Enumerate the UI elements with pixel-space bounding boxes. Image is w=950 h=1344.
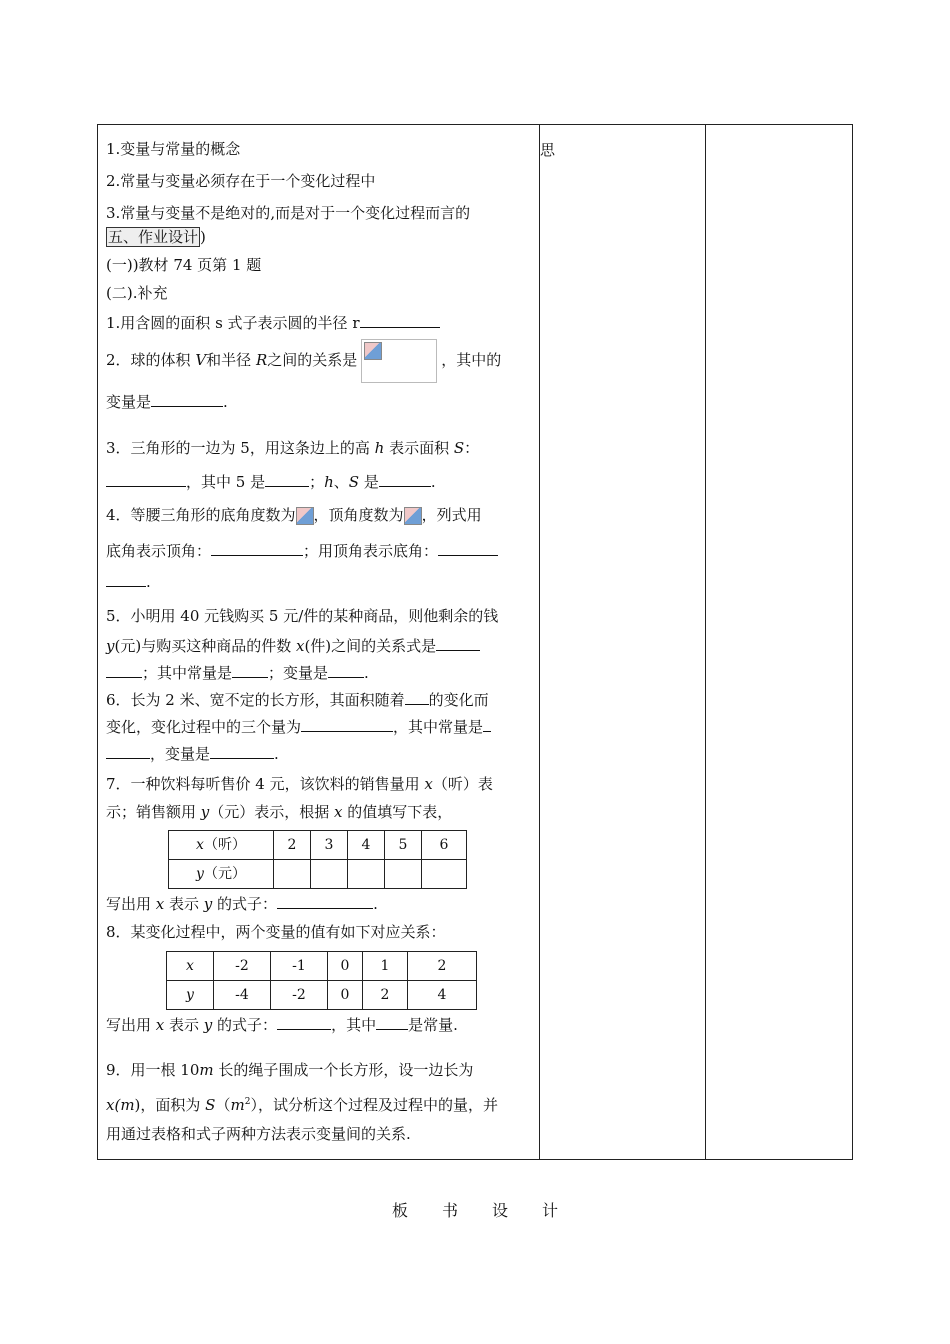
- summary-line: 2.常量与变量必须存在于一个变化过程中: [106, 172, 376, 190]
- table-cell: 2: [274, 831, 311, 860]
- question-3: 3．三角形的一边为 5，用这条边上的高 h 表示面积 S： ，其中 5 是 ；h、S 是 .: [106, 439, 480, 491]
- answer-blank: [328, 663, 364, 678]
- table-cell: 3: [311, 831, 348, 860]
- table-cell: -4: [214, 981, 271, 1010]
- answer-blank: [211, 541, 303, 556]
- table-cell: -2: [271, 981, 328, 1010]
- table-row: [167, 952, 477, 981]
- answer-blank: [379, 472, 431, 487]
- question-9: 9．用一根 10m 长的绳子围成一个长方形，设一边长为 x(m)，面积为 $S(m^2)$，试分析这个过程及过程中的量，并 用通过表格和式子两种方法表示变量间的关系.: [106, 1061, 498, 1143]
- table-cell: 4: [408, 981, 477, 1010]
- answer-blank: [151, 392, 223, 407]
- table-header-cell: y: [167, 981, 214, 1010]
- homework-2: (二).补充: [106, 284, 168, 302]
- table-header-cell: x（听）: [169, 831, 274, 860]
- footer-char: 设: [491, 1201, 508, 1220]
- answer-blank: [106, 663, 142, 678]
- summary-line: 3.常量与变量不是绝对的,而是对于一个变化过程而言的: [106, 204, 471, 222]
- q1-text: 1.用含圆的面积 s 式子表示圆的半径 r: [106, 314, 360, 332]
- table-cell: [385, 860, 422, 889]
- table-cell: 2: [408, 952, 477, 981]
- question-7: 7．一种饮料每听售价 4 元，该饮料的销售量用 x（听）表 示；销售额用 y（元）表示，根据 x 的值填写下表， x（听） 2 3 4 5 6 y（元） 写出用 x 表示 y 的式子： .: [106, 775, 493, 913]
- table-cell: 0: [328, 952, 363, 981]
- answer-blank: [277, 1015, 331, 1030]
- answer-blank: [232, 663, 268, 678]
- answer-blank: [483, 717, 491, 732]
- column-divider-2: [705, 125, 706, 1159]
- section-title: 五、作业设计: [108, 228, 199, 246]
- answer-blank: [376, 1015, 408, 1030]
- answer-blank: [210, 744, 274, 759]
- answer-blank: [405, 690, 429, 705]
- table-cell: 1: [363, 952, 408, 981]
- image-placeholder-icon: [404, 507, 422, 525]
- image-placeholder-icon: [364, 342, 382, 360]
- question-1: [106, 311, 530, 335]
- answer-blank: [265, 472, 309, 487]
- table-row: [169, 831, 467, 860]
- question-2: 2．球的体积 V和半径 R之间的关系是 ，其中的 变量是 .: [106, 337, 530, 421]
- table-cell: 0: [328, 981, 363, 1010]
- footer-char: 计: [541, 1201, 558, 1220]
- table-row: [169, 860, 467, 889]
- table-cell: [348, 860, 385, 889]
- answer-blank: [106, 744, 150, 759]
- question-8: 8．某变化过程中，两个变量的值有如下对应关系： x -2 -1 0 1 2 y -4 -2 0 2 4 写出用 x 表示 y 的式子： ，其中 是常量.: [106, 917, 530, 1038]
- table-cell: 5: [385, 831, 422, 860]
- footer-char: 板: [391, 1201, 408, 1220]
- answer-blank: [436, 636, 480, 651]
- correspondence-table: [166, 951, 477, 1010]
- table-header-cell: y（元）: [169, 860, 274, 889]
- answer-blank: [106, 572, 146, 587]
- answer-blank: [277, 894, 373, 909]
- answer-blank: [106, 472, 186, 487]
- homework-1: (一))教材 74 页第 1 题: [106, 256, 262, 274]
- table-cell: [422, 860, 467, 889]
- answer-blank: [438, 541, 498, 556]
- section-paren: ): [200, 228, 206, 246]
- table-cell: 2: [363, 981, 408, 1010]
- table-row: [167, 981, 477, 1010]
- table-cell: [311, 860, 348, 889]
- table-cell: [274, 860, 311, 889]
- question-5: 5．小明用 40 元钱购买 5 元/件的某种商品，则他剩余的钱 y(元)与购买这种商品的件数 x(件)之间的关系式是 ；其中常量是 ；变量是 .: [106, 607, 499, 682]
- formula-image: [361, 339, 437, 383]
- column-divider-1: [539, 125, 540, 1159]
- sales-table: [168, 830, 467, 889]
- table-cell: 6: [422, 831, 467, 860]
- answer-blank: [360, 313, 440, 328]
- question-4: 4．等腰三角形的底角度数为 ，顶角度数为 ，列式用 底角表示顶角： ；用顶角表示底角： .: [106, 497, 530, 599]
- question-6: 6．长为 2 米、宽不定的长方形，其面积随着 的变化而 变化，变化过程中的三个量为 ，其中常量是 ，变量是 .: [106, 687, 530, 768]
- table-cell: 4: [348, 831, 385, 860]
- reflection-label: 思: [540, 141, 556, 159]
- board-design-heading: [0, 1198, 950, 1221]
- table-cell: -1: [271, 952, 328, 981]
- section-heading: [106, 225, 530, 249]
- lesson-table: [97, 124, 853, 1160]
- summary-line: 1.变量与常量的概念: [106, 140, 241, 158]
- answer-blank: [301, 717, 393, 732]
- table-cell: -2: [214, 952, 271, 981]
- table-header-cell: x: [167, 952, 214, 981]
- image-placeholder-icon: [296, 507, 314, 525]
- content-cell: [106, 137, 530, 1150]
- footer-char: 书: [441, 1201, 458, 1220]
